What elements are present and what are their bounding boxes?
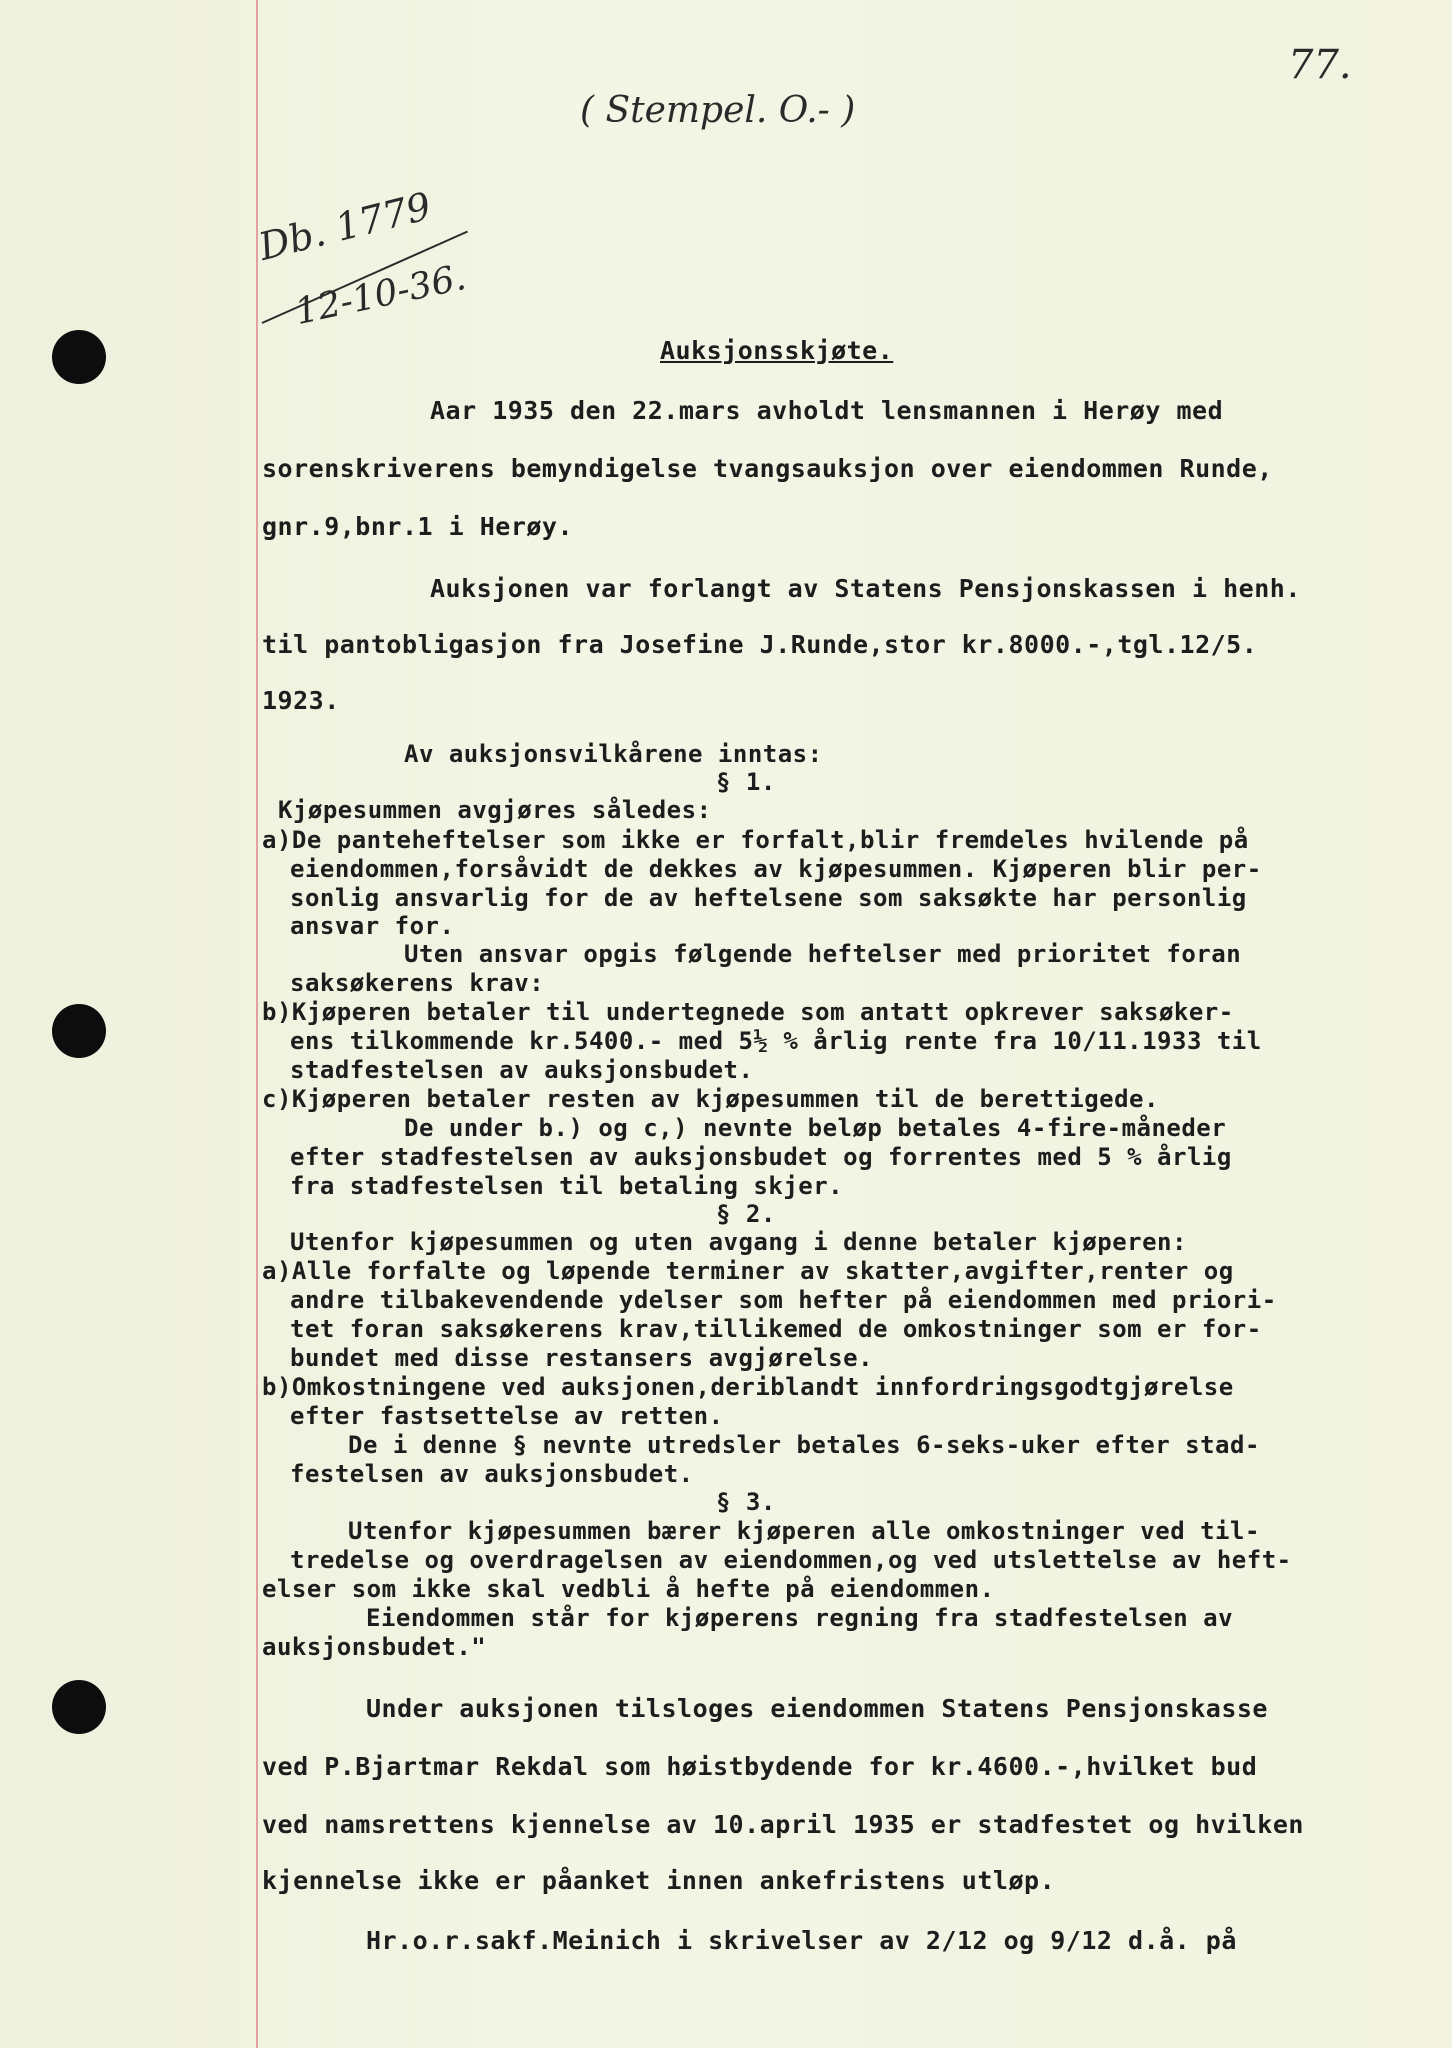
text-line: Av auksjonsvilkårene inntas: xyxy=(404,740,823,768)
text-line: efter stadfestelsen av auksjonsbudet og forrentes med 5 % årlig xyxy=(290,1143,1232,1171)
text-line: festelsen av auksjonsbudet. xyxy=(290,1460,694,1488)
text-line: ved P.Bjartmar Rekdal som høistbydende for kr.4600.-,hvilket bud xyxy=(262,1752,1258,1781)
page-number: 77. xyxy=(1288,42,1352,88)
text-line: eiendommen,forsåvidt de dekkes av kjøpesummen. Kjøperen blir per- xyxy=(290,855,1262,883)
text-line: gnr.9,bnr.1 i Herøy. xyxy=(262,512,574,541)
registration-number: Db. 1779 xyxy=(254,183,436,269)
text-line: c)Kjøperen betaler resten av kjøpesummen til de berettigede. xyxy=(262,1085,1159,1113)
text-line: 1923. xyxy=(262,686,340,715)
punch-hole xyxy=(52,330,106,384)
text-line: Under auksjonen tilsloges eiendommen Statens Pensjonskasse xyxy=(366,1694,1268,1723)
text-line: a)De panteheftelser som ikke er forfalt,blir fremdeles hvilende på xyxy=(262,826,1249,854)
text-line: De i denne § nevnte utredsler betales 6-seks-uker efter stad- xyxy=(348,1431,1260,1459)
text-line: saksøkerens krav: xyxy=(290,969,545,997)
text-line: til pantobligasjon fra Josefine J.Runde,stor kr.8000.-,tgl.12/5. xyxy=(262,630,1258,659)
text-line: Aar 1935 den 22.mars avholdt lensmannen i Herøy med xyxy=(430,396,1224,425)
text-line: stadfestelsen av auksjonsbudet. xyxy=(290,1056,754,1084)
text-line: Utenfor kjøpesummen bærer kjøperen alle omkostninger ved til- xyxy=(348,1517,1260,1545)
stamp-note: ( Stempel. O.- ) xyxy=(580,90,856,131)
text-line: andre tilbakevendende ydelser som hefter på eiendommen med priori- xyxy=(290,1286,1277,1314)
text-line: sonlig ansvarlig for de av heftelsene som saksøkte har personlig xyxy=(290,884,1247,912)
margin-line xyxy=(256,0,258,2048)
text-line: fra stadfestelsen til betaling skjer. xyxy=(290,1172,844,1200)
text-line: Eiendommen står for kjøperens regning fra stadfestelsen av xyxy=(366,1604,1234,1632)
text-line: ved namsrettens kjennelse av 10.april 1935 er stadfestet og hvilken xyxy=(262,1810,1304,1839)
text-line: tet foran saksøkerens krav,tillikemed de omkostninger som er for- xyxy=(290,1315,1262,1343)
section-mark: § 1. xyxy=(716,768,776,796)
text-line: Kjøpesummen avgjøres således: xyxy=(278,796,712,824)
text-line: b)Omkostningene ved auksjonen,deriblandt innfordringsgodtgjørelse xyxy=(262,1373,1234,1401)
text-line: Auksjonen var forlangt av Statens Pensjonskassen i henh. xyxy=(430,574,1301,603)
section-mark: § 2. xyxy=(716,1200,776,1228)
text-line: Uten ansvar opgis følgende heftelser med prioritet foran xyxy=(404,940,1242,968)
text-line: sorenskriverens bemyndigelse tvangsauksjon over eiendommen Runde, xyxy=(262,454,1273,483)
text-line: De under b.) og c,) nevnte beløp betales 4-fire-måneder xyxy=(404,1114,1227,1142)
punch-hole xyxy=(52,1004,106,1058)
text-line: ansvar for. xyxy=(290,912,455,940)
text-line: tredelse og overdragelsen av eiendommen,og ved utslettelse av heft- xyxy=(290,1546,1292,1574)
text-line: Utenfor kjøpesummen og uten avgang i denne betaler kjøperen: xyxy=(290,1228,1187,1256)
registration-date: 12-10-36. xyxy=(291,256,470,333)
text-line: b)Kjøperen betaler til undertegnede som antatt opkrever saksøker- xyxy=(262,998,1234,1026)
text-line: Hr.o.r.sakf.Meinich i skrivelser av 2/12 og 9/12 d.å. på xyxy=(366,1926,1237,1955)
text-line: auksjonsbudet." xyxy=(262,1633,487,1661)
text-line: ens tilkommende kr.5400.- med 5½ % årlig rente fra 10/11.1933 til xyxy=(290,1027,1262,1055)
text-line: elser som ikke skal vedbli å hefte på eiendommen. xyxy=(262,1575,995,1603)
document-heading: Auksjonsskjøte. xyxy=(660,336,894,365)
text-line: efter fastsettelse av retten. xyxy=(290,1402,724,1430)
text-line: a)Alle forfalte og løpende terminer av skatter,avgifter,renter og xyxy=(262,1257,1234,1285)
text-line: kjennelse ikke er påanket innen ankefristens utløp. xyxy=(262,1866,1056,1895)
text-line: bundet med disse restansers avgjørelse. xyxy=(290,1344,874,1372)
section-mark: § 3. xyxy=(716,1488,776,1516)
punch-hole xyxy=(52,1680,106,1734)
